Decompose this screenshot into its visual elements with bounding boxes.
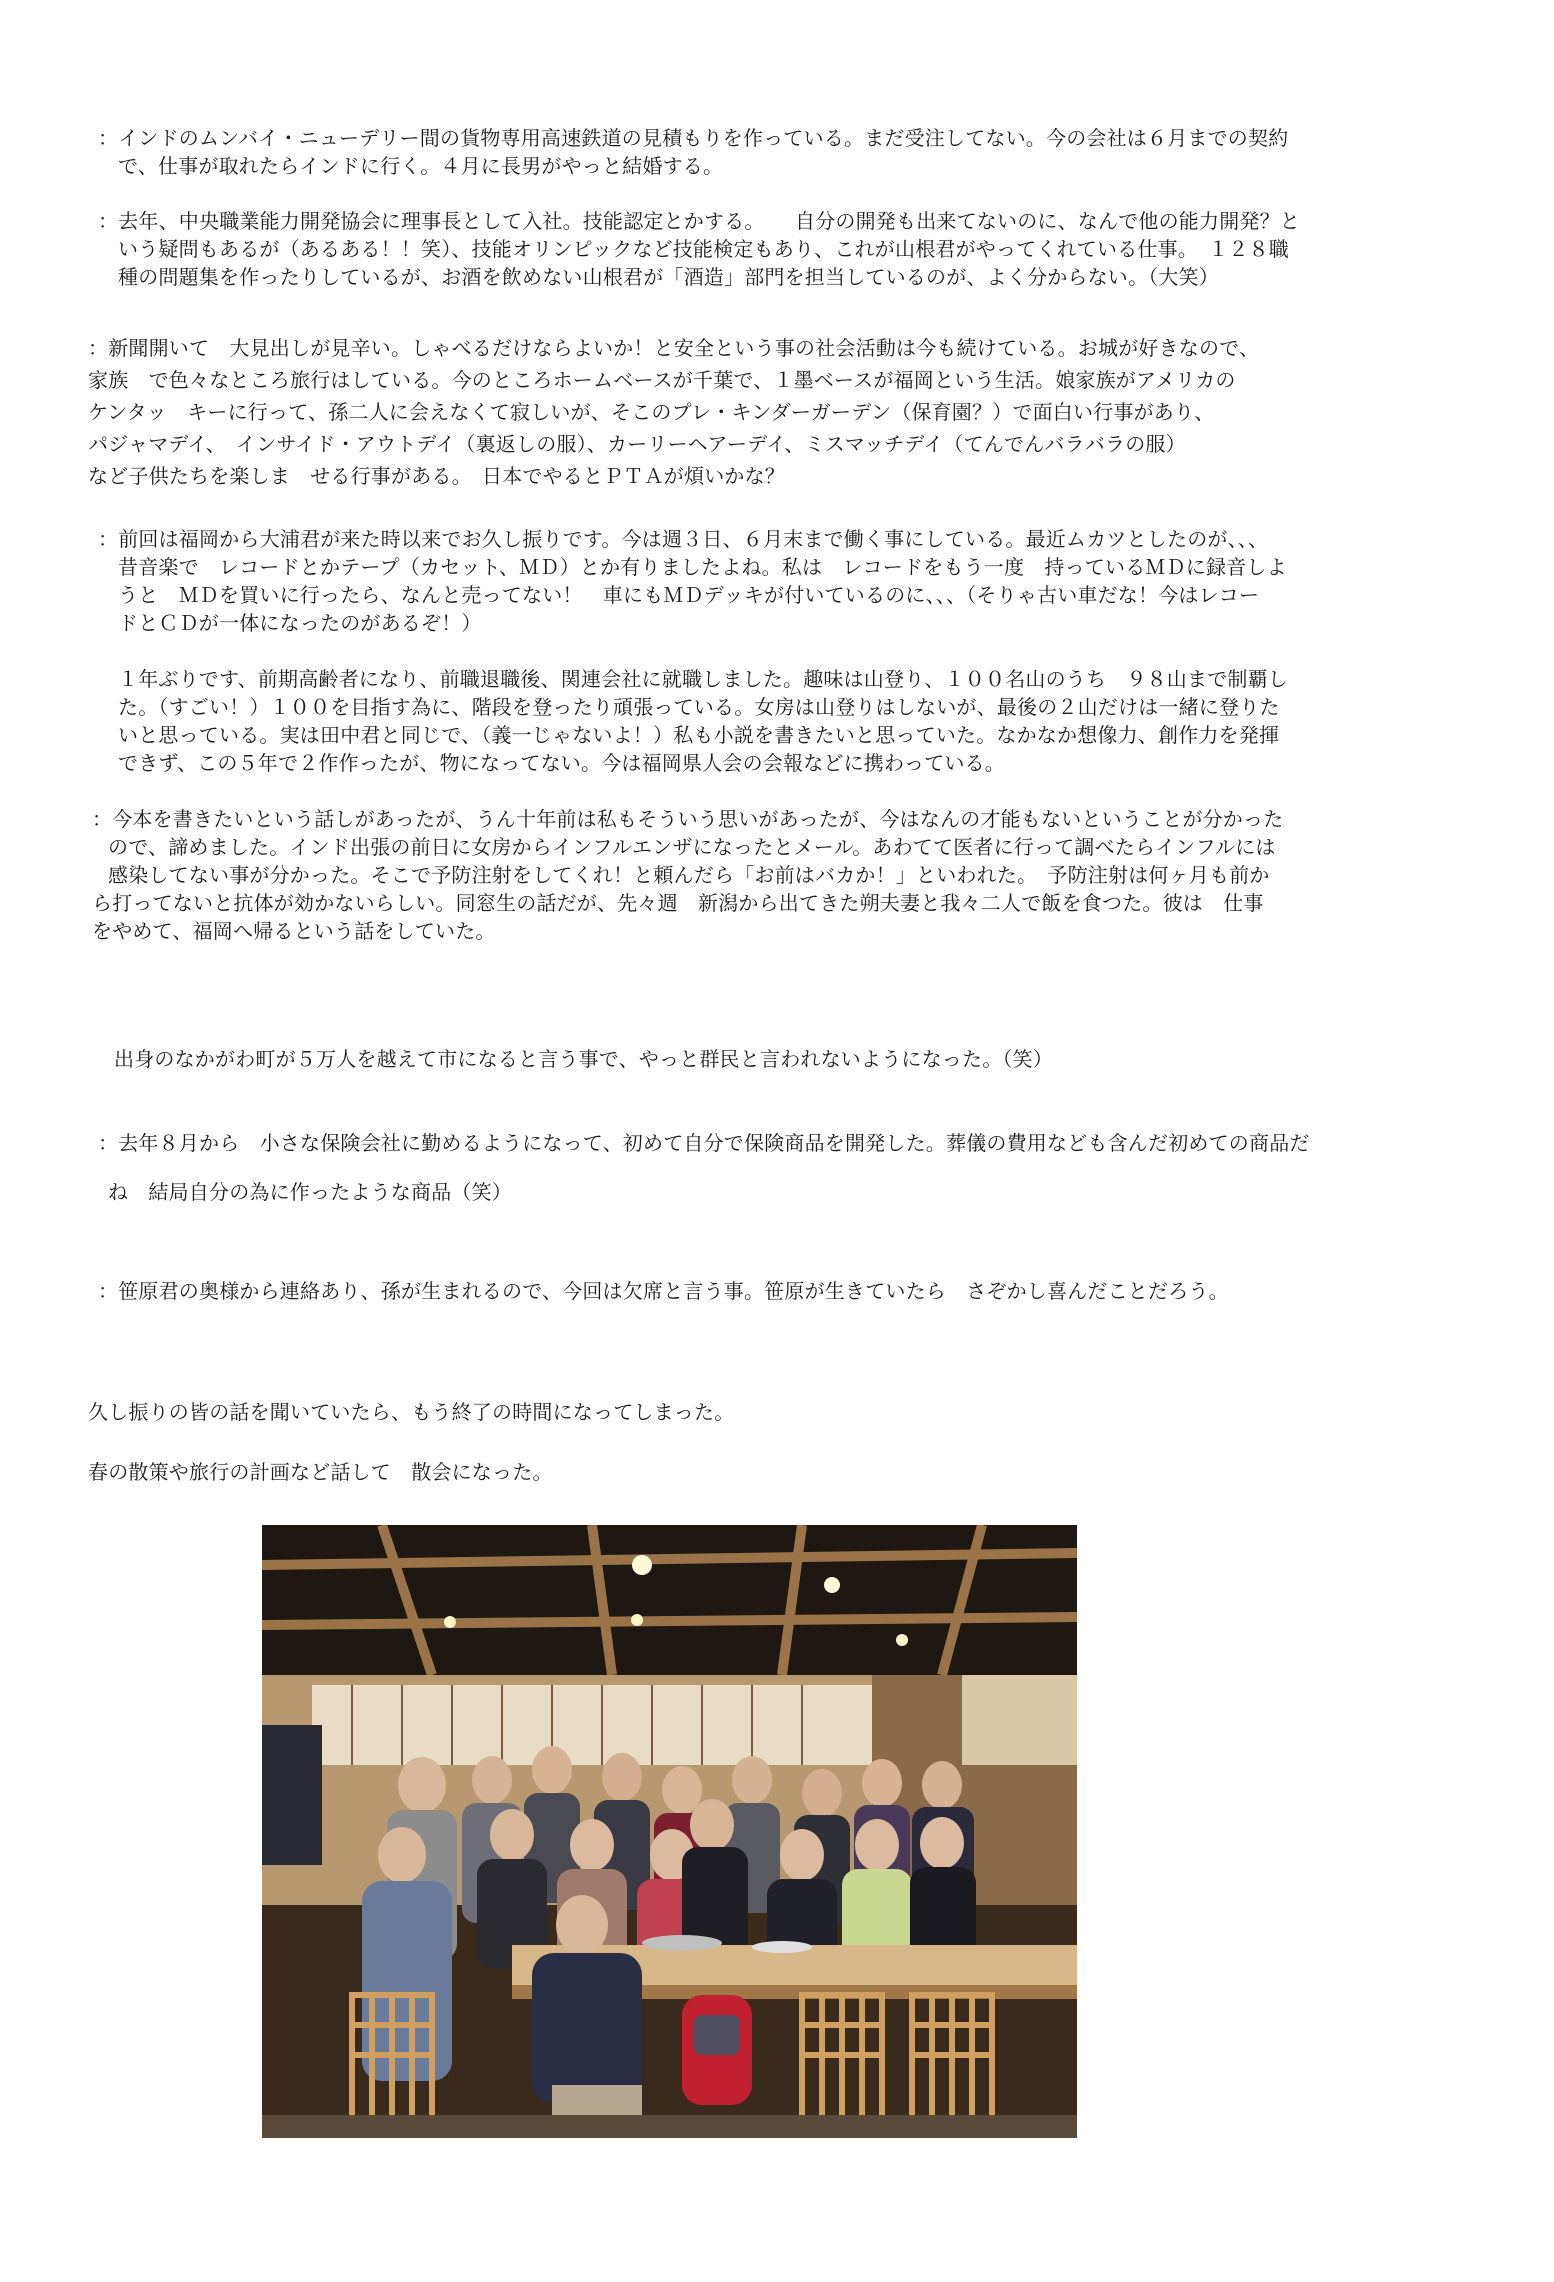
text-line: ：前回は福岡から大浦君が来た時以来でお久し振りです。今は週３日、６月末まで働く事にしている。最近ムカツとしたのが、、、 — [98, 527, 1269, 551]
group-photo — [262, 1525, 1077, 2138]
text-line: １年ぶりです、前期高齢者になり、前職退職後、関連会社に就職しました。趣味は山登り、１００名山のうち ９８山まで制覇し — [118, 667, 1288, 691]
text-line: で、仕事が取れたらインドに行く。４月に長男がやっと結婚する。 — [118, 154, 724, 178]
text-line: いう疑問もあるが（あるある！！笑）、技能オリンピックなど技能検定もあり、これが山根君がやってくれている仕事。 １２８職 — [118, 237, 1289, 261]
text-line: ：去年８月から 小さな保険会社に勤めるようになって、初めて自分で保険商品を開発した。葬儀の費用なども含んだ初めての商品だ — [98, 1131, 1310, 1155]
text-line: た。（すごい！）１００を目指す為に、階段を登ったり頑張っている。女房は山登りはしないが、最後の２山だけは一緒に登りた — [118, 695, 1280, 719]
text-line: ケンタッ キーに行って、孫二人に会えなくて寂しいが、そこのプレ・キンダーガーデン（保育園？）で面白い行事があり、 — [88, 400, 1215, 424]
text-line: 家族 で色々なところ旅行はしている。今のところホームベースが千葉で、１墨ベースが福岡という生活。娘家族がアメリカの — [88, 368, 1236, 392]
text-line: など子供たちを楽しま せる行事がある。 日本でやるとＰＴＡが煩いかな？ — [88, 464, 785, 488]
text-line: ので、諦めました。インド出張の前日に女房からインフルエンザになったとメール。あわてて医者に行って調べたらインフルには — [108, 835, 1276, 859]
text-line: 昔音楽で レコードとかテープ（カセット、ＭＤ）とか有りましたよね。私は レコードをもう一度 持っているＭＤに録音しよ — [118, 555, 1287, 579]
text-line: 久し振りの皆の話を聞いていたら、もう終了の時間になってしまった。 — [88, 1400, 735, 1424]
text-line: をやめて、福岡へ帰るという話をしていた。 — [92, 919, 496, 943]
text-line: 感染してない事が分かった。そこで予防注射をしてくれ！と頼んだら「お前はバカか！」といわれた。 予防注射は何ヶ月も前か — [108, 863, 1270, 887]
text-line: 出身のなかがわ町が５万人を越えて市になると言う事で、やっと群民と言われないようになった。（笑） — [114, 1047, 1053, 1071]
text-line: ：インドのムンバイ・ニューデリー間の貨物専用高速鉄道の見積もりを作っている。まだ受注してない。今の会社は６月までの契約 — [98, 126, 1289, 150]
text-line: ドとＣＤが一体になったのがあるぞ！） — [118, 611, 482, 635]
text-line: ね 結局自分の為に作ったような商品（笑） — [108, 1180, 512, 1204]
text-line: ：笹原君の奥様から連絡あり、孫が生まれるので、今回は欠席と言う事。笹原が生きていたら さぞかし喜んだことだろう。 — [98, 1279, 1229, 1303]
group-photo-illustration — [262, 1525, 1077, 2138]
text-line: うと ＭＤを買いに行ったら、なんと売ってない！ 車にもＭＤデッキが付いているのに、、、（そりゃ古い車だな！今はレコー — [118, 583, 1260, 607]
text-line: パジャマデイ、 インサイド・アウトデイ（裏返しの服）、カーリーヘアーデイ、ミスマッチデイ（てんでんバラバラの服） — [88, 432, 1186, 456]
text-line: 種の問題集を作ったりしているが、お酒を飲めない山根君が「酒造」部門を担当しているのが、よく分からない。（大笑） — [118, 265, 1219, 289]
text-line: ：今本を書きたいという話しがあったが、うん十年前は私もそういう思いがあったが、今はなんの才能もないということが分かった — [92, 807, 1284, 831]
text-line: できず、この５年で２作作ったが、物になってない。今は福岡県人会の会報などに携わっている。 — [118, 751, 1005, 775]
text-line: 春の散策や旅行の計画など話して 散会になった。 — [88, 1460, 553, 1484]
text-line: いと思っている。実は田中君と同じで、（義一じゃないよ！）私も小説を書きたいと思っていた。なかなか想像力、創作力を発揮 — [118, 723, 1280, 747]
text-line: ：新聞開いて 大見出しが見辛い。しゃべるだけならよいか！と安全という事の社会活動は今も続けている。お城が好きなので、 — [88, 336, 1260, 360]
text-line: ら打ってないと抗体が効かないらしい。同窓生の話だが、先々週 新潟から出てきた朔夫妻と我々二人で飯を食つた。彼は 仕事 — [92, 891, 1264, 915]
text-line: ：去年、中央職業能力開発協会に理事長として入社。技能認定とかする。 自分の開発も出来てないのに、なんで他の能力開発？と — [98, 209, 1300, 233]
